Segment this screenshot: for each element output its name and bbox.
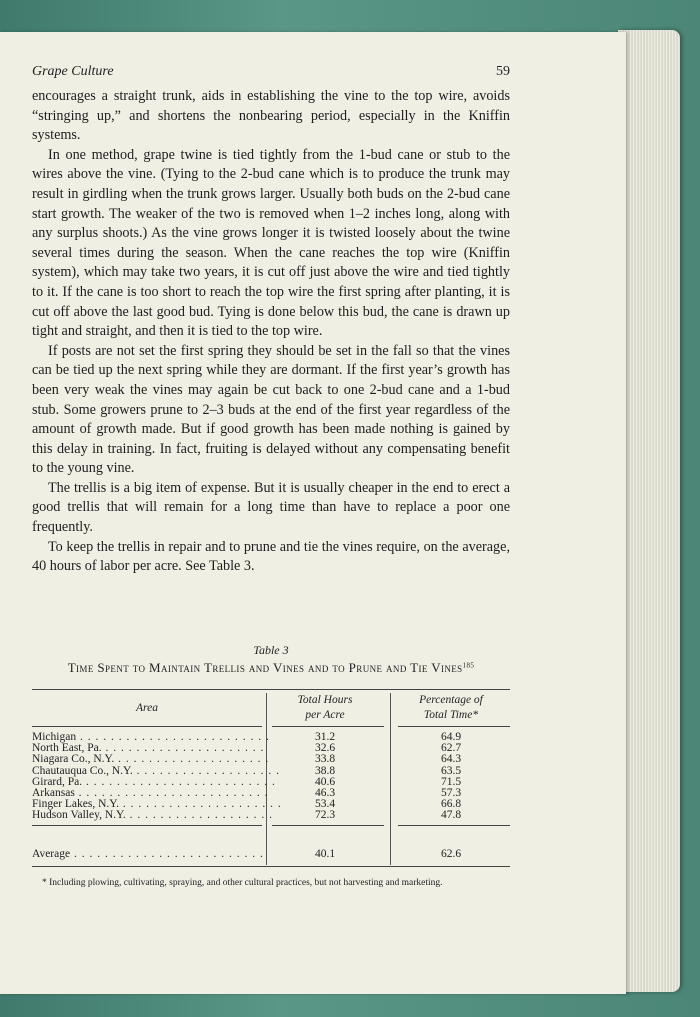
row-hours: 31.2 xyxy=(314,731,336,743)
row-area: Girard, Pa. . . . . . . . . . . . . . . . . . . . . . . . . . xyxy=(32,775,276,788)
average-rule-hours xyxy=(272,825,384,826)
row-area: Arkansas . . . . . . . . . . . . . . . . . . . . . . . . . xyxy=(32,786,269,799)
average-percentage: 62.6 xyxy=(440,848,462,860)
table-body xyxy=(32,732,510,822)
header-rule-area xyxy=(32,726,262,727)
body-text xyxy=(32,87,510,577)
footnote xyxy=(32,877,510,889)
running-head-title: Grape Culture xyxy=(32,64,114,79)
page-edges xyxy=(618,30,680,992)
paragraph-1: encourages a straight trunk, aids in establishing the vine to the top wire, avoids “stringing up,” and shortens the nonbearing period, especially in the Kniffin systems. xyxy=(32,88,510,144)
running-head xyxy=(32,64,510,82)
table-title-text: Time Spent to Maintain Trellis and Vines and to Prune and Tie Vines xyxy=(67,660,463,675)
table-row xyxy=(32,810,510,821)
page-number: 59 xyxy=(496,64,510,79)
table-title xyxy=(32,660,510,676)
row-percentage: 64.9 xyxy=(440,731,462,743)
average-rule-area xyxy=(32,825,262,826)
paragraph-4: The trellis is a big item of expense. But it is usually cheaper in the end to erect a good trellis that will remain for a long time than have to replace a poor one frequently. xyxy=(32,479,510,536)
header-percentage xyxy=(392,693,510,723)
row-hours: 40.6 xyxy=(314,775,336,788)
row-percentage: 64.3 xyxy=(440,753,462,766)
header-rule-pct xyxy=(398,726,510,727)
header-hours-line1: Total Hours xyxy=(297,694,353,706)
row-area: Michigan . . . . . . . . . . . . . . . . . . . . . . . . . xyxy=(32,731,270,743)
header-pct-line1: Percentage of xyxy=(419,694,483,706)
paragraph-5: To keep the trellis in repair and to prune and tie the vines require, on the average, 40 hours of labor per acre. See Table 3. xyxy=(32,538,510,575)
row-percentage: 71.5 xyxy=(440,775,462,788)
row-percentage: 66.8 xyxy=(440,798,462,811)
table-top-rule xyxy=(32,689,510,690)
row-area: North East, Pa. . . . . . . . . . . . . . . . . . . . . . xyxy=(32,742,265,755)
row-area: Niagara Co., N.Y. . . . . . . . . . . . . . . . . . . . . xyxy=(32,753,270,766)
average-row xyxy=(32,847,510,861)
paragraph-2: In one method, grape twine is tied tightly from the 1-bud cane or stub to the wires above the vine. (Tying to the 2-bud cane which is to produce the trunk may result in girdling when the trunk grows larger. Usually both buds on the 2-bud cane start growth. The weaker of the two is removed when 1–2 inches long, along with any surplus shoots.) As the vine grows longer it is twisted loosely about the twine several times during the season. When the cane reaches the top wire (Kniffin system), which may take two years, it is cut off just above the wire and tied tightly to it. If the cane is too short to reach the top wire the first spring after planting, it is cut off above the last good bud. Tying is done below this bud, the cane is drawn up tight and straight, and then it is tied to the top wire. xyxy=(32,146,510,340)
row-percentage: 57.3 xyxy=(440,786,462,799)
average-rule-pct xyxy=(398,825,510,826)
row-hours: 32.6 xyxy=(314,742,336,755)
average-hours: 40.1 xyxy=(314,848,336,860)
row-hours: 38.8 xyxy=(314,764,336,777)
row-area: Hudson Valley, N.Y. . . . . . . . . . . . . . . . . . . . xyxy=(32,809,273,822)
row-area: Chautauqua Co., N.Y. . . . . . . . . . . . . . . . . . . . xyxy=(32,764,280,777)
row-hours: 33.8 xyxy=(314,753,336,766)
row-area: Finger Lakes, N.Y. . . . . . . . . . . . . . . . . . . . . . xyxy=(32,798,282,811)
header-area: Area xyxy=(136,702,158,714)
paragraph-3: If posts are not set the first spring they should be set in the fall so that the vines can be tied up the next spring while they are dormant. If the first year’s growth has been very weak the vines may again be cut back to one 2-bud cane and a 1-bud stub. Some growers prune to 2–3 buds at the end of the first year regardless of the amount of growth made. But if good growth has been made nothing is gained by this delay in training. In fact, fruiting is delayed without any compensating benefit to the young vine. xyxy=(32,342,510,477)
row-hours: 46.3 xyxy=(314,786,336,799)
row-percentage: 47.8 xyxy=(440,809,462,822)
table-bottom-rule xyxy=(32,866,510,867)
average-label: Average . . . . . . . . . . . . . . . . . . . . . . . . . xyxy=(32,848,264,860)
row-hours: 72.3 xyxy=(314,809,336,822)
table-caption: Table 3 xyxy=(253,643,289,657)
header-rule-hours xyxy=(272,726,384,727)
row-percentage: 62.7 xyxy=(440,742,462,755)
row-hours: 53.4 xyxy=(314,798,336,811)
header-pct-line2: Total Time* xyxy=(423,709,479,721)
header-hours xyxy=(266,693,384,723)
row-percentage: 63.5 xyxy=(440,764,462,777)
footnote-text: * Including plowing, cultivating, spraying, and other cultural practices, but not harvesting and marketing. xyxy=(42,878,443,888)
table-title-superscript: 185 xyxy=(462,661,475,670)
header-hours-line2: per Acre xyxy=(305,709,345,721)
